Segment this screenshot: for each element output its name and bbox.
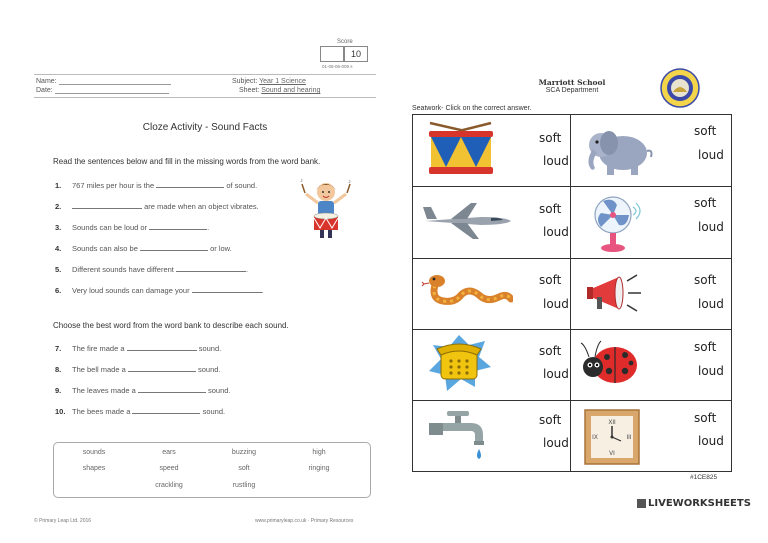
word-bank-item: rustling (232, 482, 256, 489)
clock-icon (583, 408, 641, 466)
department-name: SCA Department (545, 87, 599, 94)
fan-icon (589, 193, 645, 255)
liveworksheets-brand (637, 498, 751, 509)
option-soft[interactable]: soft (694, 411, 717, 425)
liveworksheets-logo-icon (637, 499, 646, 508)
answer-blank-4[interactable] (140, 243, 208, 251)
word-bank-item: ears (162, 449, 176, 456)
word-bank-item: speed (159, 465, 179, 472)
sheet-field (239, 87, 320, 94)
word-bank-item: shapes (82, 465, 106, 472)
option-soft[interactable]: soft (539, 273, 562, 287)
boy-drummer-icon (298, 176, 358, 242)
answer-blank-9[interactable] (138, 385, 206, 393)
question-9: 9. The leaves made a sound. (55, 386, 231, 395)
answer-blank-6[interactable] (192, 285, 262, 293)
option-loud[interactable]: loud (543, 367, 569, 381)
seatwork-instruction: Seatwork- Click on the correct answer. (412, 105, 532, 112)
option-soft[interactable]: soft (694, 196, 717, 210)
word-bank-item: high (312, 449, 326, 456)
sheet-label: Sheet: (239, 87, 260, 94)
score-label: Score (337, 39, 353, 45)
option-soft[interactable]: soft (694, 124, 717, 138)
school-header (512, 78, 632, 94)
answer-blank-3[interactable] (149, 222, 207, 230)
answer-blank-2[interactable] (72, 201, 142, 209)
question-6: 6. Very loud sounds can damage your . (55, 286, 264, 295)
subject-label: Subject: (232, 78, 258, 85)
subject-field (232, 78, 306, 85)
answer-blank-8[interactable] (128, 364, 196, 372)
grid-divider (413, 186, 731, 187)
name-line (59, 84, 171, 85)
school-logo-icon (660, 68, 700, 108)
school-name: Marriott School (538, 78, 606, 87)
option-loud[interactable]: loud (543, 436, 569, 450)
word-bank-item: crackling (155, 482, 183, 489)
option-loud[interactable]: loud (698, 148, 724, 162)
option-loud[interactable]: loud (543, 225, 569, 239)
clock-numeral: III (626, 435, 632, 441)
subject-value: Year 1 Science (259, 78, 306, 85)
word-bank-item: soft (238, 465, 250, 472)
megaphone-icon (583, 271, 643, 315)
word-bank-item: ringing (308, 465, 330, 472)
question-7: 7. The fire made a sound. (55, 344, 222, 353)
score-input-box (320, 46, 344, 62)
answer-blank-1[interactable] (156, 180, 224, 188)
sheet-value: Sound and hearing (261, 87, 321, 94)
header-rule-top (34, 74, 376, 75)
name-field (36, 78, 171, 85)
option-soft[interactable]: soft (539, 131, 562, 145)
date-label: Date: (36, 87, 53, 94)
worksheet-id: #1CE825 (690, 474, 718, 481)
option-soft[interactable]: soft (694, 340, 717, 354)
date-field (36, 87, 169, 94)
word-bank-item: sounds (82, 449, 106, 456)
question-8: 8. The bell made a sound. (55, 365, 221, 374)
snake-icon (421, 269, 513, 317)
answer-grid (412, 114, 732, 472)
score-total: 10 (344, 46, 368, 62)
brand-name: LIVEWORKSHEETS (648, 498, 751, 509)
answer-blank-10[interactable] (132, 406, 200, 414)
instruction-choose: Choose the best word from the word bank to describe each sound. (53, 321, 289, 330)
option-loud[interactable]: loud (698, 434, 724, 448)
jet-plane-icon (421, 199, 513, 241)
drum-icon (425, 121, 497, 179)
option-soft[interactable]: soft (539, 202, 562, 216)
svg-text:♪: ♪ (348, 179, 351, 185)
water-tap-icon (427, 409, 497, 465)
question-1: 1. 767 miles per hour is the of sound. (55, 181, 258, 190)
option-loud[interactable]: loud (698, 297, 724, 311)
footer-website: www.primaryleap.co.uk · Primary Resources (255, 518, 354, 524)
question-10: 10. The bees made a sound. (55, 407, 226, 416)
option-loud[interactable]: loud (543, 154, 569, 168)
grid-divider (413, 258, 731, 259)
header-rule-bottom (34, 97, 376, 98)
question-5: 5. Different sounds have different . (55, 265, 249, 274)
date-line (55, 93, 169, 94)
telephone-icon (425, 333, 493, 395)
footer-copyright: © Primary Leap Ltd. 2016 (34, 518, 92, 524)
option-loud[interactable]: loud (698, 364, 724, 378)
grid-divider (570, 115, 571, 471)
grid-divider (413, 400, 731, 401)
elephant-icon (579, 121, 659, 179)
name-label: Name: (36, 78, 57, 85)
option-loud[interactable]: loud (698, 220, 724, 234)
page-title: Cloze Activity - Sound Facts (142, 122, 268, 133)
option-loud[interactable]: loud (543, 297, 569, 311)
clock-numeral: IX (592, 435, 598, 441)
option-soft[interactable]: soft (539, 344, 562, 358)
clock-numeral: VI (609, 451, 615, 457)
question-2: 2. are made when an object vibrates. (55, 202, 259, 211)
answer-blank-5[interactable] (176, 264, 246, 272)
question-3: 3. Sounds can be loud or . (55, 223, 210, 232)
answer-blank-7[interactable] (127, 343, 197, 351)
word-bank (53, 442, 371, 498)
svg-text:♪: ♪ (300, 178, 303, 184)
clock-numeral: XII (608, 420, 616, 426)
word-bank-item: buzzing (231, 449, 257, 456)
ladybug-icon (579, 337, 641, 389)
sheet-code: 01-05-06-009 s (322, 64, 353, 69)
worksheet-right-page (404, 64, 744, 482)
instruction-fill-in: Read the sentences below and fill in the missing words from the word bank. (53, 157, 321, 166)
option-soft[interactable]: soft (539, 413, 562, 427)
option-soft[interactable]: soft (694, 273, 717, 287)
question-4: 4. Sounds can also be or low. (55, 244, 232, 253)
grid-divider (413, 329, 731, 330)
